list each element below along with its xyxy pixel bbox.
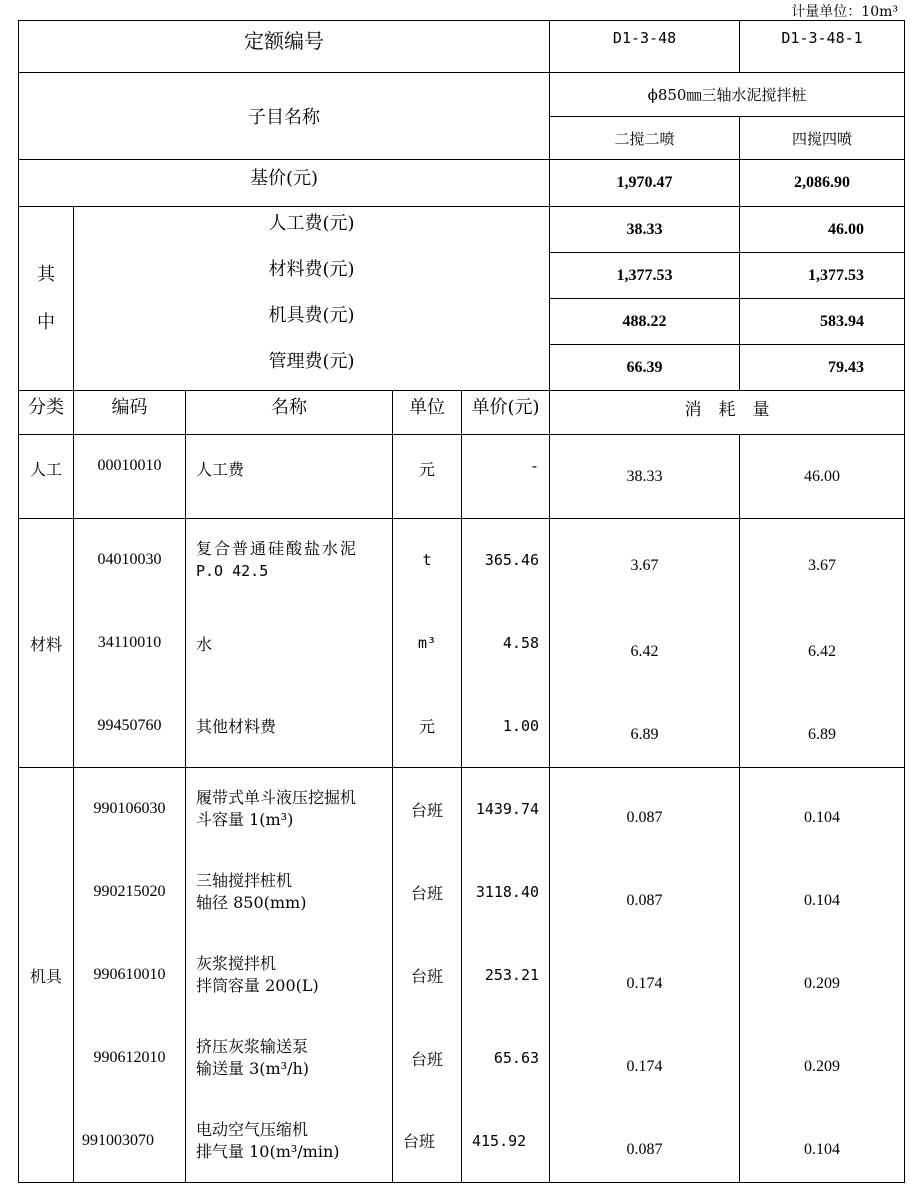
row-value-1: 38.33	[550, 435, 740, 519]
labor-cost-1: 38.33	[550, 207, 740, 253]
category-labor: 人工	[19, 435, 74, 519]
row-price: 1439.74	[462, 768, 550, 851]
labor-cost-label: 人工费(元)	[74, 207, 550, 253]
row-name: 电动空气压缩机 排气量 10(m³/min)	[186, 1100, 393, 1183]
row-value-1: 0.087	[550, 1100, 740, 1183]
row-name: 复合普通硅酸盐水泥 P.O 42.5	[186, 519, 393, 602]
row-unit: 台班	[393, 851, 462, 934]
row-value-2: 6.42	[740, 602, 905, 685]
row-price: 365.46	[462, 519, 550, 602]
quota-code-1: D1-3-48	[550, 21, 740, 73]
row-price: 1.00	[462, 685, 550, 768]
row-code: 990612010	[74, 1017, 186, 1100]
row-value-1: 0.174	[550, 1017, 740, 1100]
row-unit: 台班	[393, 768, 462, 851]
table-row	[19, 435, 905, 519]
base-price-2: 2,086.90	[740, 160, 905, 207]
machinery-cost-label: 机具费(元)	[74, 299, 550, 345]
row-value-2: 0.209	[740, 1017, 905, 1100]
table-row	[19, 685, 905, 768]
col-consumption: 消 耗 量	[550, 391, 905, 435]
item-group-title: ϕ850㎜三轴水泥搅拌桩	[550, 73, 905, 117]
table-row	[19, 1017, 905, 1100]
row-value-1: 0.087	[550, 768, 740, 851]
management-cost-1: 66.39	[550, 345, 740, 391]
category-machinery: 机具	[19, 768, 74, 1183]
row-value-1: 6.89	[550, 685, 740, 768]
row-price: 3118.40	[462, 851, 550, 934]
row-value-2: 0.209	[740, 934, 905, 1017]
row-code: 990610010	[74, 934, 186, 1017]
table-row	[19, 602, 905, 685]
table-row	[19, 768, 905, 851]
category-material: 材料	[19, 519, 74, 768]
row-name: 灰浆搅拌机 拌筒容量 200(L)	[186, 934, 393, 1017]
row-unit: 台班	[393, 934, 462, 1017]
row-code: 00010010	[74, 435, 186, 519]
row-name: 履带式单斗液压挖掘机 斗容量 1(m³)	[186, 768, 393, 851]
table-row	[19, 851, 905, 934]
measurement-unit-note: 计量单位：10m³	[791, 4, 898, 20]
row-unit: 元	[393, 685, 462, 768]
of-which-char-1: 其	[37, 263, 55, 285]
row-value-1: 0.174	[550, 934, 740, 1017]
row-code: 991003070	[74, 1100, 186, 1183]
row-value-2: 3.67	[740, 519, 905, 602]
col-category: 分类	[19, 391, 74, 435]
management-cost-2: 79.43	[740, 345, 905, 391]
row-value-2: 0.104	[740, 768, 905, 851]
row-price: 253.21	[462, 934, 550, 1017]
quota-number-label: 定额编号	[19, 21, 550, 73]
row-value-2: 6.89	[740, 685, 905, 768]
row-code: 34110010	[74, 602, 186, 685]
row-unit: m³	[393, 602, 462, 685]
labor-cost-2: 46.00	[740, 207, 905, 253]
row-value-1: 3.67	[550, 519, 740, 602]
of-which-label	[19, 207, 74, 391]
row-code: 990215020	[74, 851, 186, 934]
quota-code-2: D1-3-48-1	[740, 21, 905, 73]
row-value-2: 0.104	[740, 851, 905, 934]
variant-1: 二搅二喷	[550, 117, 740, 160]
row-value-1: 6.42	[550, 602, 740, 685]
base-price-label: 基价(元)	[19, 160, 550, 207]
row-unit: 台班	[393, 1017, 462, 1100]
col-price: 单价(元)	[462, 391, 550, 435]
material-cost-2: 1,377.53	[740, 253, 905, 299]
row-value-2: 46.00	[740, 435, 905, 519]
quota-table	[18, 20, 905, 1183]
row-value-1: 0.087	[550, 851, 740, 934]
row-price: 415.92	[462, 1100, 550, 1183]
row-unit: t	[393, 519, 462, 602]
management-cost-label: 管理费(元)	[74, 345, 550, 391]
machinery-cost-2: 583.94	[740, 299, 905, 345]
variant-2: 四搅四喷	[740, 117, 905, 160]
row-name: 三轴搅拌桩机 轴径 850(mm)	[186, 851, 393, 934]
item-name-label: 子目名称	[19, 73, 550, 160]
row-code: 990106030	[74, 768, 186, 851]
table-row	[19, 934, 905, 1017]
row-price: -	[462, 435, 550, 519]
material-cost-1: 1,377.53	[550, 253, 740, 299]
row-code: 99450760	[74, 685, 186, 768]
row-unit: 元	[393, 435, 462, 519]
of-which-char-2: 中	[37, 311, 55, 333]
col-code: 编码	[74, 391, 186, 435]
row-unit: 台班	[393, 1100, 462, 1183]
row-price: 4.58	[462, 602, 550, 685]
table-row	[19, 1100, 905, 1183]
col-name: 名称	[186, 391, 393, 435]
material-cost-label: 材料费(元)	[74, 253, 550, 299]
row-value-2: 0.104	[740, 1100, 905, 1183]
base-price-1: 1,970.47	[550, 160, 740, 207]
row-price: 65.63	[462, 1017, 550, 1100]
machinery-cost-1: 488.22	[550, 299, 740, 345]
col-unit: 单位	[393, 391, 462, 435]
row-name: 人工费	[186, 435, 393, 519]
row-name: 挤压灰浆输送泵 输送量 3(m³/h)	[186, 1017, 393, 1100]
row-code: 04010030	[74, 519, 186, 602]
table-row	[19, 519, 905, 602]
row-name: 水	[186, 602, 393, 685]
row-name: 其他材料费	[186, 685, 393, 768]
